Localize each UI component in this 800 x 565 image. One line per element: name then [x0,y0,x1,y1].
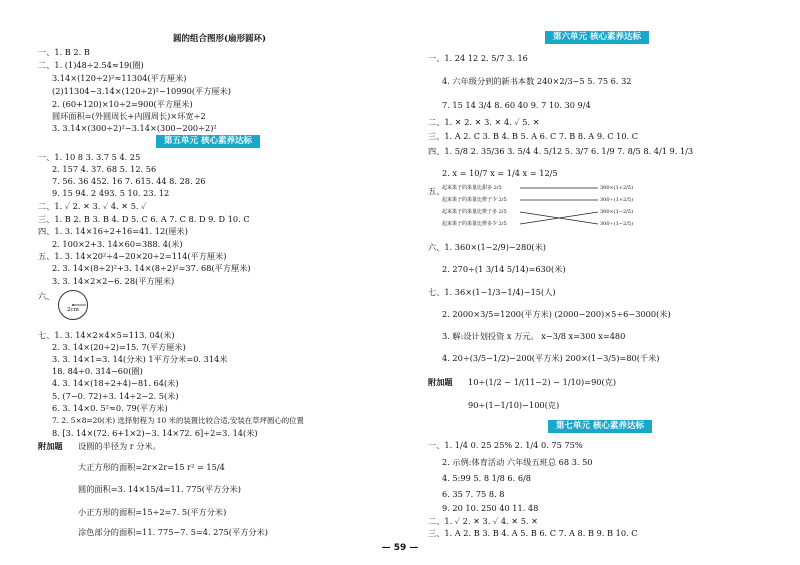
answer-line: 涂色部分的面积=11. 775−7. 5=4. 275(平方分米) [78,527,268,537]
unit-six-banner: 第六单元 核心素养达标 [545,31,649,44]
mapping-right-item: 300÷(1+2/5) [600,197,634,203]
answer-line: 二、1. (1)48÷2.54≈19(圈) [38,60,144,70]
answer-line: 3. 解:设计划投资 x 万元。 x−3/8 x=300 x=480 [442,331,626,341]
page-number: — 59 — [381,543,419,553]
answer-line: 一、1. 24 12 2. 5/7 3. 16 [428,53,528,63]
mapping-left-item: 起来果子的果量比橙子多 2/5 [442,209,507,215]
answer-line: 3.14×(120÷2)²≈11304(平方厘米) [52,73,187,83]
answer-line: 3. 3.14×(300÷2)²−3.14×(300−200÷2)² [52,123,217,133]
answer-line: 四、1. 3. 14×16÷2+16=41. 12(厘米) [38,226,188,236]
answer-line: (2)11304−3.14×(120÷2)²−10990(平方厘米) [52,86,232,96]
mapping-left-item: 起来果子的果量比甜多 2/5 [442,185,502,191]
answer-line: 7. 56. 36 452. 16 7. 615. 44 8. 28. 26 [52,176,206,186]
answer-line: 4. 3. 14×(18÷2+4)−81. 64(米) [52,378,179,388]
answer-line: 四、1. 5/8 2. 35/36 3. 5/4 4. 5/12 5. 3/7 6. 1/9 7. 8/5 8. 4/1 9. 1/3 [428,146,694,156]
answer-line: 7. 15 14 3/4 8. 60 40 9. 7 10. 30 9/4 [442,100,591,110]
answer-line: 2. 3. 14×(20÷2)=15. 7(平方厘米) [52,342,186,352]
matching-diagram [442,183,762,231]
answer-line: 三、1. B 2. B 3. B 4. D 5. C 6. A 7. C 8. D 9. D 10. C [38,214,250,224]
answer-line: 10÷(1/2 − 1/(11−2) − 1/10)=90(克) [468,377,617,387]
answer-line: 2. 157 4. 37. 68 5. 12. 56 [52,164,157,174]
answer-line: 大正方形的面积=2r×2r=15 r² = 15/4 [78,462,225,472]
mapping-right-item: 300×(1−2/5) [600,209,634,215]
mapping-left-item: 起来果子的果量比橙多少 2/5 [442,221,507,227]
answer-line: 圆的面积=3. 14×15/4=11. 775(平方分米) [78,484,241,494]
bonus-label: 附加题 [38,441,63,451]
answer-line: 一、1. 10 8 3. 3.7 5 4. 25 [38,152,141,162]
answer-line: 2. 270÷(1 3/14 5/14)=630(米) [442,264,566,274]
answer-line: 2. 100×2+3. 14×60=388. 4(米) [52,239,183,249]
answer-line: 3. 3. 14×2×2−6. 28(平方厘米) [52,276,175,286]
bonus-label: 附加题 [428,377,453,387]
answer-line: 一、1. B 2. B [38,47,90,57]
answer-line: 六、1. 360×(1−2/9)−280(米) [428,242,546,252]
answer-line: 9. 20 10. 250 40 11. 48 [442,503,539,513]
unit-five-banner: 第五单元 核心素养达标 [156,135,260,148]
answer-line: 7. 2. 5×8=20(米) 选择射程为 10 米的装置比较合适,安装在草坪圆心的位置 [52,416,304,425]
answer-line: 一、1. 1/4 0. 25 25% 2. 1/4 0. 75 75% [428,440,583,450]
section-title: 圆的组合图形(扇形圆环) [173,34,267,44]
answer-line: 圆环面积=(外圆周长+内圆周长)×环宽÷2 [52,111,206,121]
mapping-left-item: 起来果子的果量比橙子少 2/5 [442,197,507,203]
answer-line: 4. 20÷(3/5−1/2)−200(平方米) 200×(1−3/5)=80(千米) [442,353,660,363]
circle-figure [58,290,88,320]
answer-line: 七、1. 36×(1−1/3−1/4)−15(人) [428,287,556,297]
circle-radius-label: 2cm [67,307,79,313]
answer-line: 三、1. A 2. B 3. B 4. A 5. B 6. C 7. A 8. B 9. B 10. C [428,528,638,538]
answer-line: 二、1. ✕ 2. ✕ 3. ✕ 4. ✓ 5. ✕ [428,117,540,127]
answer-line: 6. 35 7. 75 8. 8 [442,489,505,499]
answer-line: 3. 3. 14×1=3. 14(分米) 1平方分米=0. 314米 [52,354,228,364]
answer-line: 4. 5:99 5. 8 1/8 6. 6/8 [442,473,531,483]
answer-line: 2. x = 10/7 x = 1/4 x = 12/5 [442,168,558,178]
radius-line-icon [59,291,87,319]
answer-line: 二、1. ✓ 2. ✕ 3. ✓ 4. ✕ 5. ✓ [38,201,147,211]
question-six-label: 六、 [38,291,55,301]
answer-line: 5. (7−0. 72)÷3. 14÷2−2. 5(米) [52,391,179,401]
answer-line: 6. 3. 14×0. 5²≈0. 79(平方米) [52,403,168,413]
answer-line: 18. 84÷0. 314−60(圈) [52,366,143,376]
answer-line: 二、1. ✓ 2. ✕ 3. ✓ 4. ✕ 5. ✕ [428,516,538,526]
answer-line: 三、1. A 2. C 3. B 4. B 5. A 6. C 7. B 8. A 9. C 10. C [428,131,638,141]
answer-line: 2. (60+120)×10÷2=900(平方厘米) [52,99,193,109]
answer-line: 2. 2000×3/5=1200(平方米) (2000−200)×5÷6−3000(米) [442,309,671,319]
mapping-lines-icon [442,183,762,231]
answer-line: 90÷(1−1/10)−100(克) [468,400,560,410]
answer-line: 小正方形的面积=15÷2=7. 5(平方分米) [78,507,227,517]
mapping-right-item: 300÷(1−2/5) [600,221,634,227]
bonus-intro: 设圆的半径为 r 分米。 [78,441,161,451]
answer-line: 2. 3. 14×(8÷2)²+3. 14×(8÷2)²=37. 68(平方厘米) [52,263,251,273]
unit-seven-banner: 第七单元 核心素养达标 [548,420,652,433]
answer-line: 2. 示例:体育活动 六年级五班总 68 3. 50 [442,457,593,467]
answer-line: 七、1. 3. 14×2×4×5=113. 04(米) [38,330,175,340]
answer-line: 4. 六年级分到的新书本数 240×2/3−5 5. 75 6. 32 [442,76,632,86]
mapping-right-item: 300×(1+2/5) [600,185,634,191]
question-five-label: 五、 [428,186,445,196]
answer-line: 9. 15 94. 2 493. 5 10. 23. 12 [52,188,170,198]
answer-line: 8. [3. 14×(72. 6+1×2)−3. 14×72. 6]÷2=3. 14(米) [52,428,258,438]
answer-line: 五、1. 3. 14×20²÷4−20×20÷2=114(平方厘米) [38,251,227,261]
